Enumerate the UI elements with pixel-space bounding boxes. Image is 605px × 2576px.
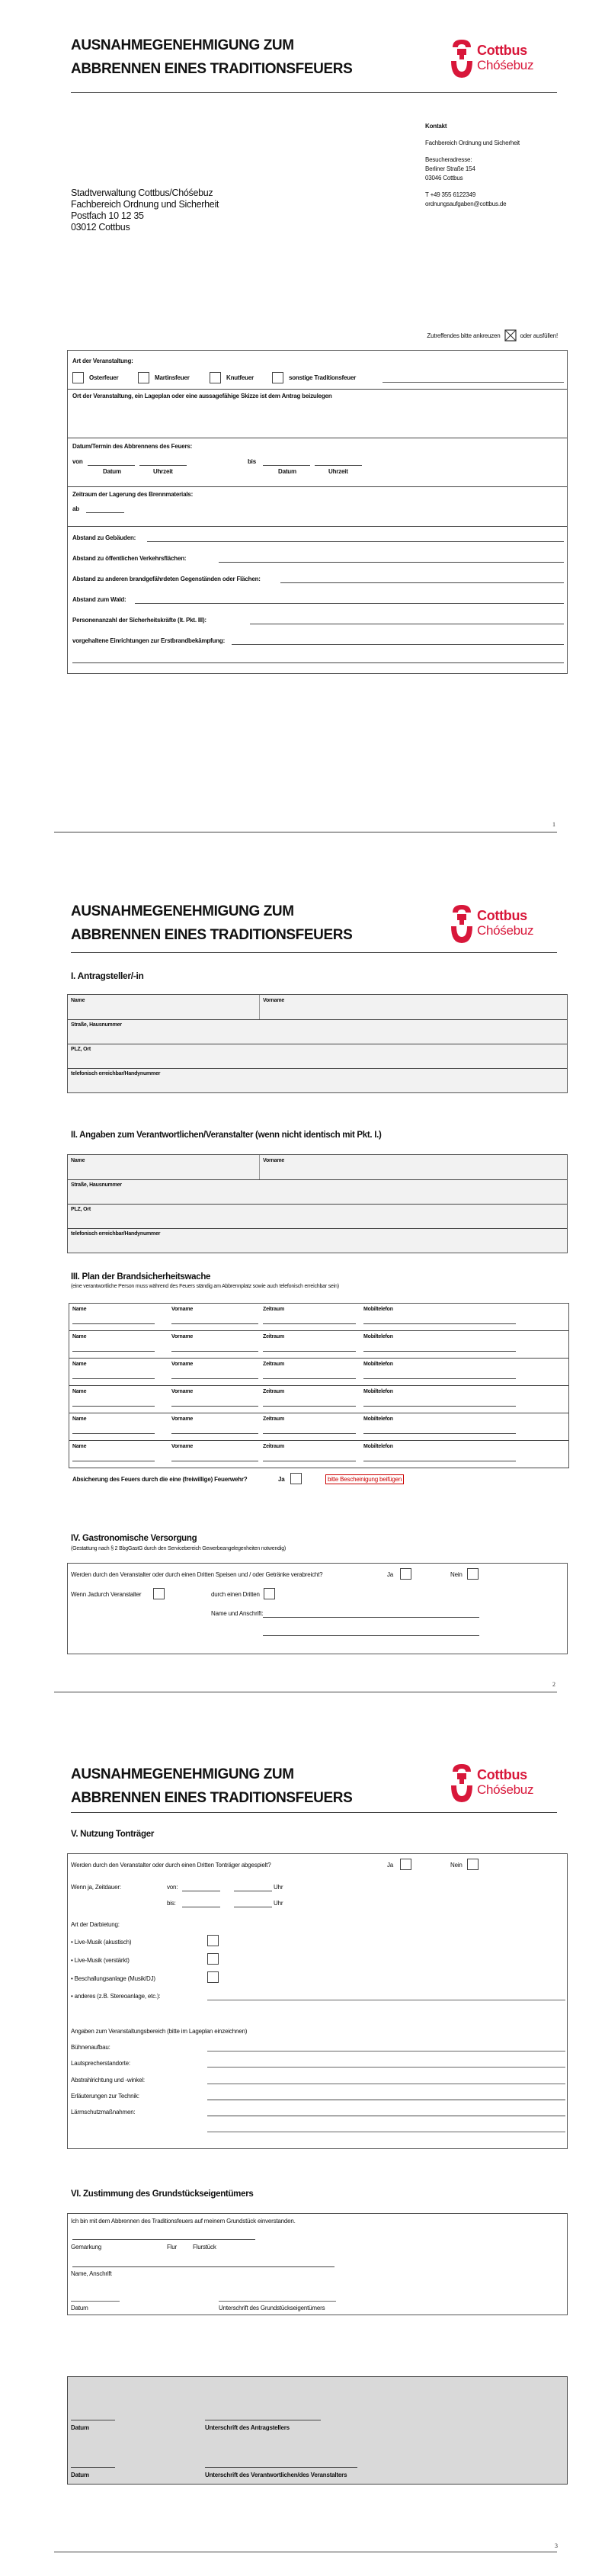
watch-col-label: Zeitraum	[263, 1307, 284, 1312]
watch-zeitraum-input[interactable]	[263, 1351, 356, 1352]
location-label: Ort der Veranstaltung, ein Lageplan oder eine aussagefähige Skizze ist dem Antrag beizulegen	[72, 393, 332, 399]
food-no-checkbox[interactable]	[467, 1568, 479, 1580]
watch-col-label: Name	[72, 1416, 87, 1422]
watch-col-label: Vorname	[171, 1416, 194, 1422]
watch-col-label: Vorname	[171, 1362, 194, 1367]
checkbox-osterfeuer[interactable]	[72, 372, 84, 383]
sound-system-checkbox[interactable]	[207, 1971, 219, 1983]
checkbox-martinsfeuer[interactable]	[138, 372, 149, 383]
recipient-address: Stadtverwaltung Cottbus/Chóśebuz Fachbereich Ordnung und Sicherheit Postfach 10 12 35 03012 Cottbus	[71, 188, 219, 233]
speaker-locations-input[interactable]	[207, 2067, 565, 2068]
contact-block: Kontakt Fachbereich Ordnung und Sicherheit Besucheradresse: Berliner Straße 154 03046 Cottbus T +49 355 6122349 ordnungsaufgaben@cottbus.de	[425, 123, 520, 207]
extra-input-line[interactable]	[72, 662, 564, 663]
watch-col-label: Mobiltelefon	[363, 1444, 393, 1449]
city-logo: Cottbus Chóśebuz	[450, 902, 526, 945]
third-party-address-input-2[interactable]	[263, 1635, 479, 1636]
organizer-street-input[interactable]	[69, 1190, 565, 1202]
page2-title: AUSNAHMEGENEHMIGUNG ZUM ABBRENNEN EINES TRADITIONSFEUERS	[71, 903, 353, 943]
contact-email[interactable]: ordnungsaufgaben@cottbus.de	[425, 200, 507, 207]
distance-traffic-row: Abstand zu öffentlichen Verkehrsflächen:	[72, 555, 564, 562]
checkbox-knutfeuer[interactable]	[210, 372, 221, 383]
watch-vorname-input[interactable]	[171, 1323, 258, 1324]
watch-col-label: Name	[72, 1362, 87, 1367]
watch-name-input[interactable]	[72, 1406, 155, 1407]
watch-col-label: Name	[72, 1389, 87, 1394]
bis-uhrzeit-input[interactable]	[315, 465, 362, 466]
watch-col-label: Zeitraum	[263, 1416, 284, 1422]
section-6-title: VI. Zustimmung des Grundstückseigentümers	[71, 2189, 254, 2199]
applicant-plz-input[interactable]	[69, 1054, 565, 1067]
checked-box-icon	[504, 329, 517, 342]
watch-col-label: Zeitraum	[263, 1444, 284, 1449]
owner-consent-box: Ich bin mit dem Abbrennen des Traditionsfeuers auf meinem Grundstück einverstanden. Gemarkung Flur Flurstück Name, Anschrift Datum Unterschrift des Grundstückseigentümers	[67, 2213, 568, 2315]
firefighting-row: vorgehaltene Einrichtungen zur Erstbrandbekämpfung:	[72, 637, 564, 644]
logo-text-chosebuz: Chóśebuz	[477, 58, 534, 72]
bis-datum-input[interactable]	[263, 465, 310, 466]
watch-name-input[interactable]	[72, 1433, 155, 1434]
page-number: 1	[552, 821, 555, 828]
organizer-name-input[interactable]	[69, 1166, 256, 1178]
sound-box: Werden durch den Veranstalter oder durch einen Dritten Tonträger abgespielt? Ja Nein Wenn ja, Zeitdauer: von: Uhr bis: Uhr Art der Darbietung: • Live-Musik (akustisch) • Live-Musik (verstärkt) • Beschallungsanlage (Musik/DJ) • anderes (z.B. Stereoanlage, etc.): Angaben zum Veranstaltungsbereich (bitte im Lageplan einzeichnen) Bühnenaufbau: Lautsprecherstandorte: Abstrahlrichtung und -winkel: Erläuterungen zur Technik: Lärmschutzmaßnahmen:	[67, 1853, 568, 2149]
catering-box: Werden durch den Veranstalter oder durch einen Dritten Speisen und / oder Getränke verabreicht? Ja Nein Wenn Ja: durch Veranstalter durch einen Dritten Name und Anschrift:	[67, 1563, 568, 1654]
von-datum-input[interactable]	[88, 465, 135, 466]
watch-name-input[interactable]	[72, 1378, 155, 1379]
food-third-checkbox[interactable]	[264, 1588, 275, 1599]
attach-certificate-note: bitte Bescheinigung beifügen	[325, 1474, 404, 1484]
food-organizer-checkbox[interactable]	[153, 1588, 165, 1599]
organizer-signature-input[interactable]	[205, 2467, 357, 2468]
watch-col-label: Mobiltelefon	[363, 1307, 393, 1312]
owner-signature-input[interactable]	[219, 2301, 336, 2302]
applicant-vorname-input[interactable]	[261, 1006, 565, 1018]
applicant-street-input[interactable]	[69, 1030, 565, 1042]
signature-box: Datum Unterschrift des Antragstellers Datum Unterschrift des Verantwortlichen/des Veranstalters	[67, 2376, 568, 2485]
contact-phone: T +49 355 6122349	[425, 191, 476, 198]
distance-buildings-row: Abstand zu Gebäuden:	[72, 534, 564, 541]
fire-dept-question: Absicherung des Feuers durch die eine (freiwillige) Feuerwehr?	[72, 1476, 248, 1483]
fire-dept-yes-checkbox[interactable]	[290, 1473, 302, 1484]
header-divider	[71, 92, 557, 93]
fire-watch-table: Name Vorname Zeitraum Mobiltelefon Name Vorname Zeitraum Mobiltelefon Name Vorname Zeitraum Mobiltelefon Name Vorname Zeitraum Mobiltelefon Name Vorname Zeitraum Mobiltelefon Name Vorname Zeitraum Mobiltelefon Absicherung des Feuers durch die eine (freiwillige) Feuerwehr? Ja bitte Bescheinigung beifügen	[69, 1303, 569, 1468]
applicant-phone-input[interactable]	[69, 1079, 565, 1091]
watch-name-input[interactable]	[72, 1351, 155, 1352]
watch-vorname-input[interactable]	[171, 1433, 258, 1434]
watch-mobiltelefon-input[interactable]	[363, 1378, 516, 1379]
watch-col-label: Name	[72, 1334, 87, 1339]
organizer-phone-input[interactable]	[69, 1239, 565, 1251]
watch-col-label: Vorname	[171, 1444, 194, 1449]
city-logo	[450, 37, 534, 79]
location-input[interactable]	[69, 403, 565, 431]
parcel-input[interactable]	[72, 2239, 255, 2240]
watch-col-label: Vorname	[171, 1389, 194, 1394]
watch-vorname-input[interactable]	[171, 1378, 258, 1379]
watch-vorname-input[interactable]	[171, 1406, 258, 1407]
watch-vorname-input[interactable]	[171, 1351, 258, 1352]
watch-col-label: Zeitraum	[263, 1389, 284, 1394]
watch-mobiltelefon-input[interactable]	[363, 1406, 516, 1407]
owner-name-address-input[interactable]	[72, 2266, 335, 2267]
watch-zeitraum-input[interactable]	[263, 1406, 356, 1407]
watch-col-label: Name	[72, 1444, 87, 1449]
sound-yes-checkbox[interactable]	[400, 1859, 411, 1870]
live-amplified-checkbox[interactable]	[207, 1953, 219, 1965]
distance-hazard-row: Abstand zu anderen brandgefährdeten Gegenständen oder Flächen:	[72, 576, 564, 582]
watch-mobiltelefon-input[interactable]	[363, 1323, 516, 1324]
live-acoustic-checkbox[interactable]	[207, 1935, 219, 1946]
von-uhrzeit-input[interactable]	[139, 465, 187, 466]
security-staff-row: Personenanzahl der Sicherheitskräfte (lt. Pkt. III):	[72, 617, 564, 624]
applicant-name-input[interactable]	[69, 1006, 256, 1018]
watch-mobiltelefon-input[interactable]	[363, 1433, 516, 1434]
watch-zeitraum-input[interactable]	[263, 1323, 356, 1324]
contact-heading: Kontakt	[425, 123, 447, 130]
sonstige-input[interactable]	[383, 382, 564, 383]
page1-title: AUSNAHMEGENEHMIGUNG ZUM ABBRENNEN EINES TRADITIONSFEUERS	[71, 37, 353, 77]
watch-name-input[interactable]	[72, 1323, 155, 1324]
watch-zeitraum-input[interactable]	[263, 1433, 356, 1434]
section-1-title: I. Antragsteller/-in	[71, 970, 144, 981]
section-2-title: II. Angaben zum Verantwortlichen/Veranstalter (wenn nicht identisch mit Pkt. I.)	[71, 1131, 382, 1140]
watch-col-label: Zeitraum	[263, 1362, 284, 1367]
city-logo: Cottbus Chóśebuz	[450, 1761, 526, 1804]
applicant-table: Name Vorname Straße, Hausnummer PLZ, Ort telefonisch erreichbar/Handynummer	[67, 994, 568, 1093]
checkbox-sonstige[interactable]	[272, 372, 283, 383]
watch-col-label: Mobiltelefon	[363, 1416, 393, 1422]
distance-forest-row: Abstand zum Wald:	[72, 596, 564, 603]
section-3-title: III. Plan der Brandsicherheitswache	[71, 1272, 211, 1282]
watch-col-label: Mobiltelefon	[363, 1362, 393, 1367]
organizer-table: Name Vorname Straße, Hausnummer PLZ, Ort telefonisch erreichbar/Handynummer	[67, 1154, 568, 1253]
section-4-title: IV. Gastronomische Versorgung	[71, 1534, 197, 1543]
page3-title: AUSNAHMEGENEHMIGUNG ZUM ABBRENNEN EINES TRADITIONSFEUERS	[71, 1766, 353, 1806]
organizer-vorname-input[interactable]	[261, 1166, 565, 1178]
watch-col-label: Name	[72, 1307, 87, 1312]
organizer-plz-input[interactable]	[69, 1214, 565, 1227]
watch-col-label: Vorname	[171, 1334, 194, 1339]
watch-col-label: Vorname	[171, 1307, 194, 1312]
sound-no-checkbox[interactable]	[467, 1859, 479, 1870]
event-details-box: Art der Veranstaltung: Osterfeuer Martinsfeuer Knutfeuer sonstige Traditionsfeuer Ort der Veranstaltung, ein Lageplan oder eine aussagefähige Skizze ist dem Antrag beizulegen Datum/Termin des Abbrennens des Feuers: von Datum Uhrzeit bis Datum Uhrzeit Zeitraum der Lagerung des Brennmaterials: ab Abstand zu Gebäuden: Abstand zu öffentlichen Verkehrsflächen: Abstand zu anderen brandgefährdeten Gegenständen oder Flächen: Abstand zum Wald: Personenanzahl der Sicherheitskräfte (lt. Pkt. III): vorgehaltene Einrichtungen zur Erstbrandbekämpfung:	[67, 350, 568, 674]
watch-col-label: Mobiltelefon	[363, 1389, 393, 1394]
organizer-date-input[interactable]	[71, 2467, 115, 2468]
cottbus-logo-icon	[450, 38, 474, 79]
owner-date-input[interactable]	[71, 2301, 120, 2302]
food-yes-checkbox[interactable]	[400, 1568, 411, 1580]
logo-text-cottbus: Cottbus	[477, 43, 527, 58]
watch-mobiltelefon-input[interactable]	[363, 1351, 516, 1352]
storage-from-input[interactable]	[86, 512, 124, 513]
cottbus-logo-icon	[450, 903, 474, 945]
watch-col-label: Zeitraum	[263, 1334, 284, 1339]
watch-zeitraum-input[interactable]	[263, 1378, 356, 1379]
instruction-line: Zutreffendes bitte ankreuzen oder ausfüllen!	[351, 329, 558, 342]
cottbus-logo-icon	[450, 1763, 474, 1804]
watch-col-label: Mobiltelefon	[363, 1334, 393, 1339]
section-5-title: V. Nutzung Tonträger	[71, 1830, 155, 1839]
third-party-address-input-1[interactable]	[263, 1617, 479, 1618]
